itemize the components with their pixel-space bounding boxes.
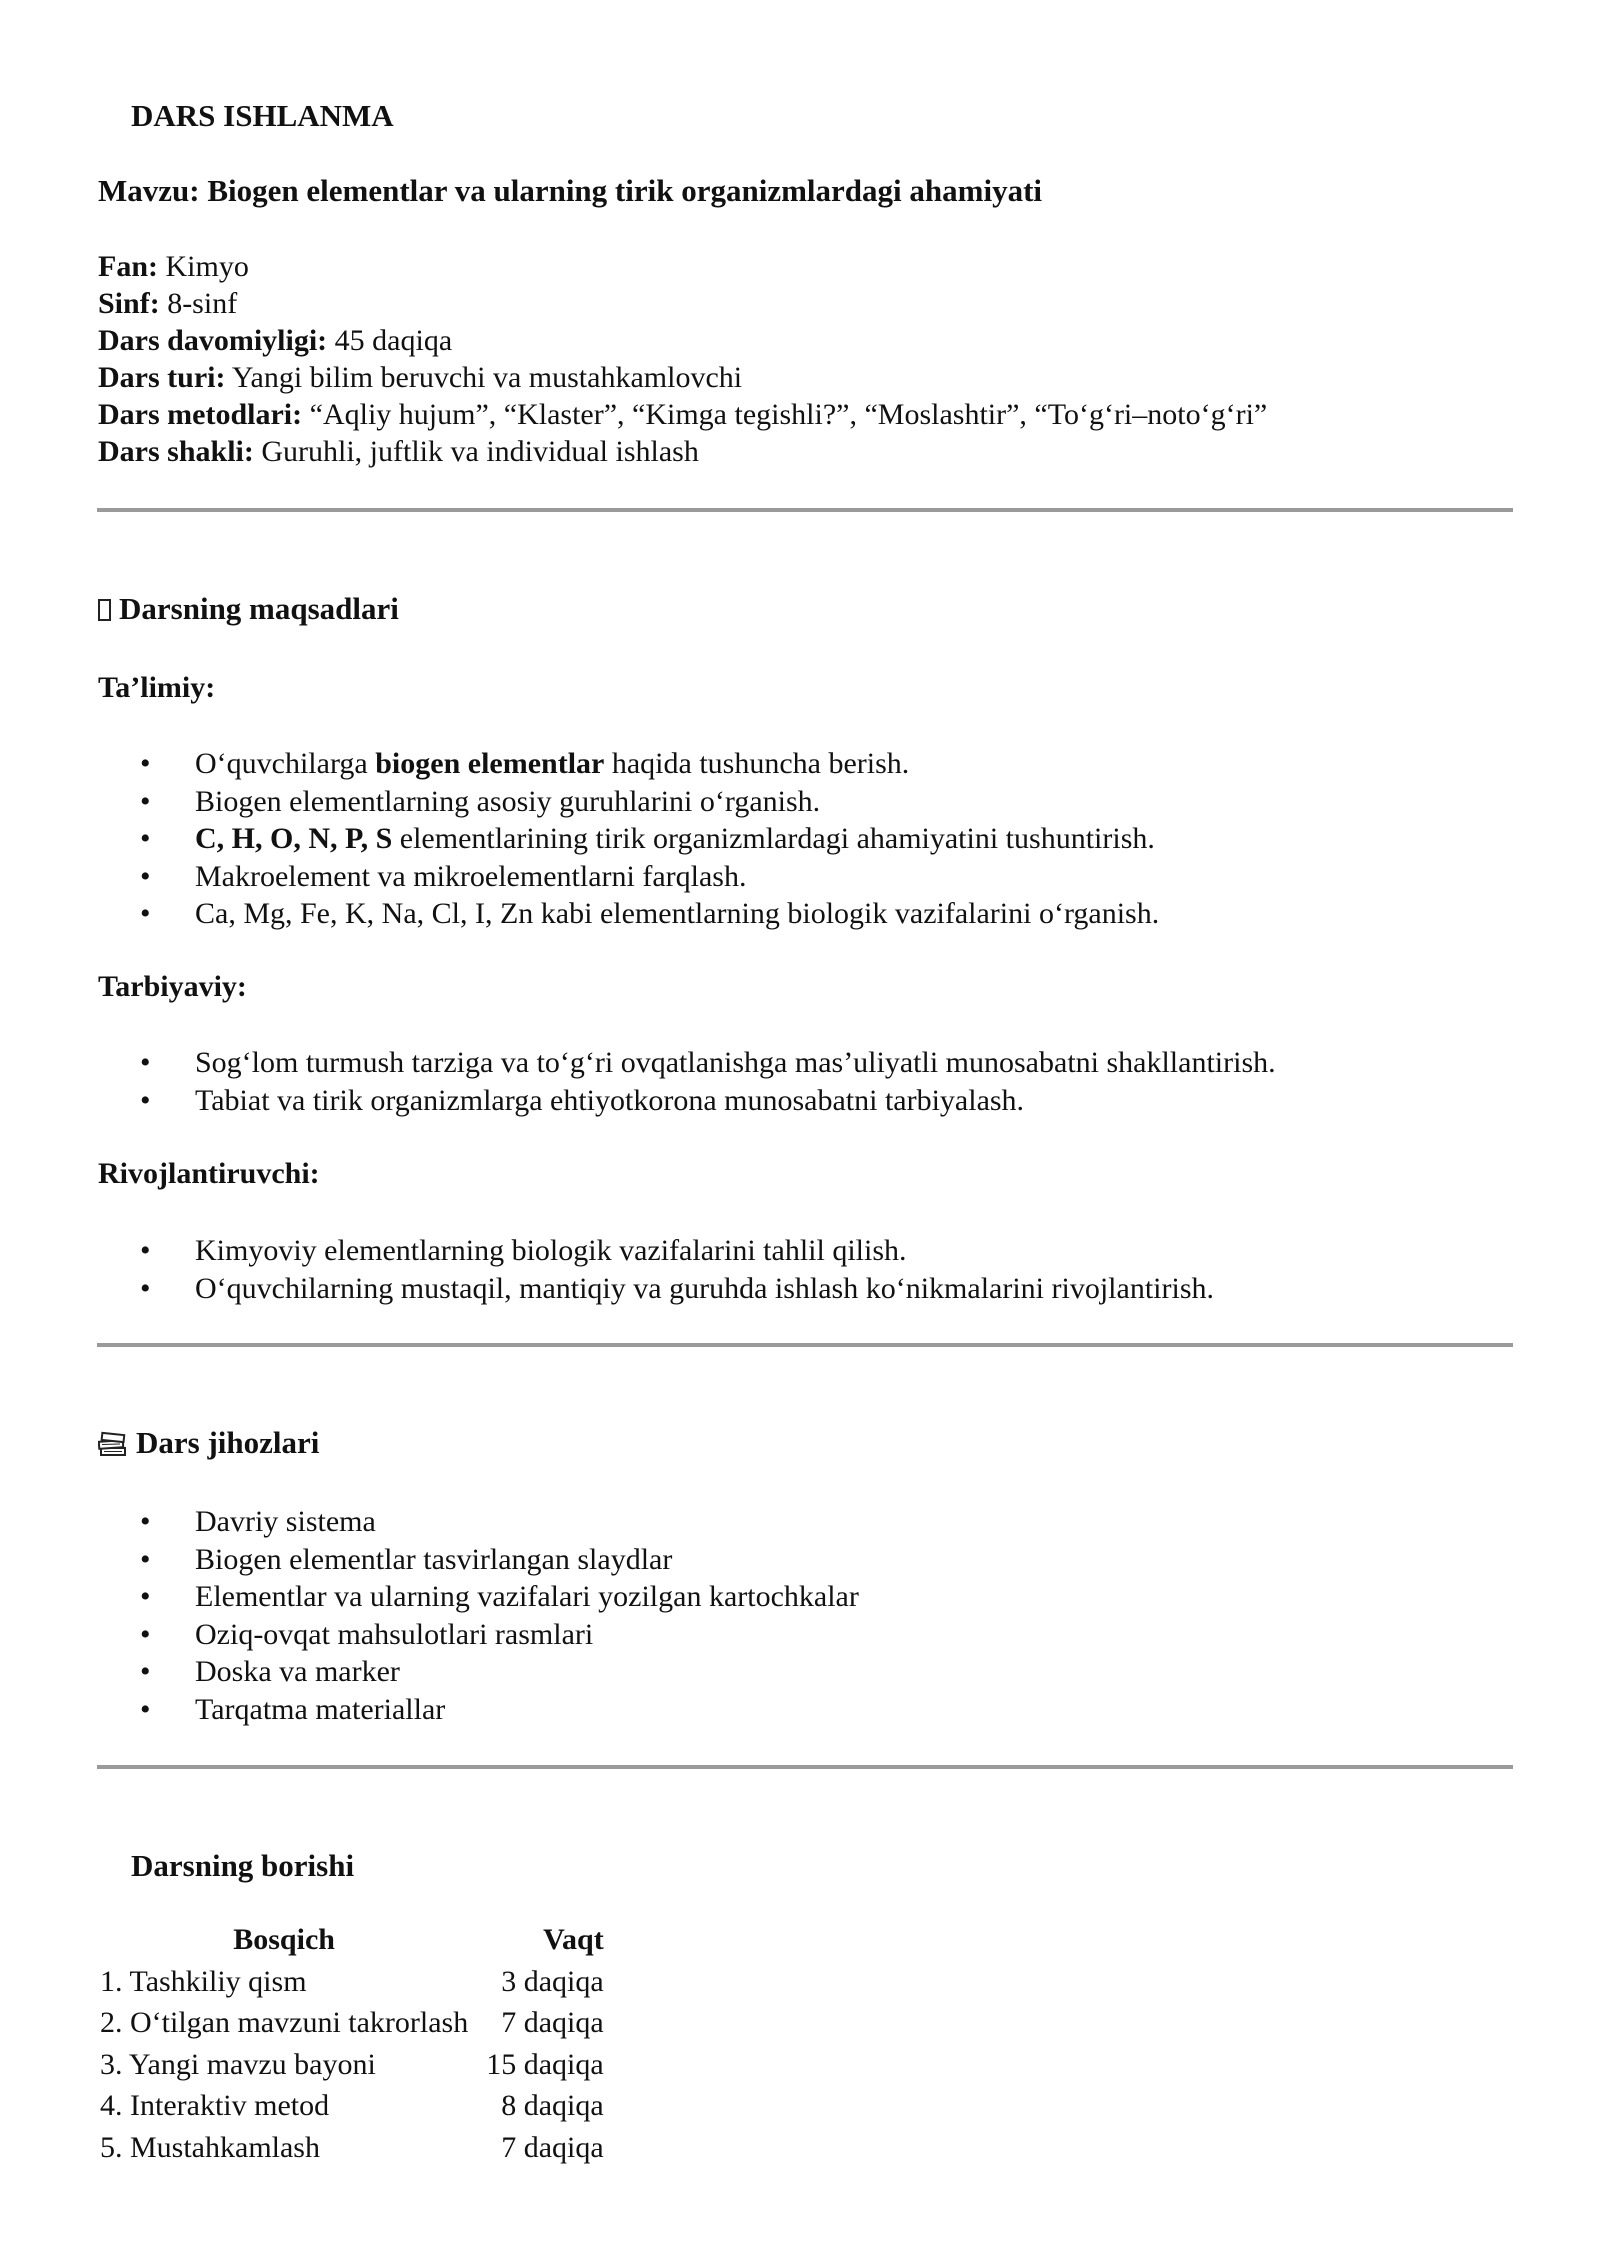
equipment-heading-text: Dars jihozlari bbox=[136, 1425, 320, 1460]
info-label: Sinf: bbox=[98, 287, 160, 320]
list-item: • C, H, O, N, P, S elementlarining tirik organizmlardagi ahamiyatini tushuntirish. bbox=[140, 820, 1159, 858]
list-item: • Davriy sistema bbox=[140, 1503, 859, 1541]
rivojlantiruvchi-list bbox=[140, 1232, 1214, 1307]
table-cell: 3 daqiqa bbox=[501, 1964, 604, 1998]
list-item: • O‘quvchilarning mustaqil, mantiqiy va guruhda ishlash ko‘nikmalarini rivojlantirish. bbox=[140, 1270, 1214, 1308]
equipment-list bbox=[140, 1503, 859, 1728]
info-row-sinf bbox=[98, 285, 1267, 322]
list-item: • Makroelement va mikroelementlarni farqlash. bbox=[140, 858, 1159, 896]
list-item: • Elementlar va ularning vazifalari yozilgan kartochkalar bbox=[140, 1578, 859, 1616]
list-item: • Oziq-ovqat mahsulotlari rasmlari bbox=[140, 1616, 859, 1654]
info-row-type bbox=[98, 359, 1267, 396]
divider bbox=[97, 1343, 1513, 1347]
column-header-vaqt: Vaqt bbox=[543, 1923, 604, 1956]
info-value: Yangi bilim beruvchi va mustahkamlovchi bbox=[225, 361, 743, 394]
info-label: Dars turi: bbox=[98, 361, 226, 394]
list-item: • Ca, Mg, Fe, K, Na, Cl, I, Zn kabi elementlarning biologik vazifalarini o‘rganish. bbox=[140, 895, 1159, 933]
lesson-topic: Mavzu: Biogen elementlar va ularning tirik organizmlardagi ahamiyati bbox=[98, 173, 1043, 208]
column-header-bosqich: Bosqich bbox=[233, 1923, 335, 1956]
info-value: Kimyo bbox=[158, 250, 249, 283]
lesson-info bbox=[98, 248, 1267, 470]
table-cell: 7 daqiqa bbox=[501, 2130, 604, 2164]
table-cell: 4. Interaktiv metod bbox=[100, 2089, 330, 2122]
tarbiyaviy-list bbox=[140, 1044, 1276, 1119]
list-item: • Tarqatma materiallar bbox=[140, 1691, 859, 1729]
table-row bbox=[98, 2127, 606, 2169]
table-row bbox=[98, 2044, 606, 2086]
table-header-row bbox=[98, 1919, 606, 1961]
list-item: • Doska va marker bbox=[140, 1653, 859, 1691]
info-row-form bbox=[98, 433, 1267, 470]
rivojlantiruvchi-label: Rivojlantiruvchi: bbox=[98, 1157, 320, 1190]
table-cell: 8 daqiqa bbox=[501, 2089, 604, 2122]
list-item: • Biogen elementlar tasvirlangan slaydlar bbox=[140, 1541, 859, 1579]
list-item: • Kimyoviy elementlarning biologik vazifalarini tahlil qilish. bbox=[140, 1232, 1214, 1270]
info-label: Dars davomiyligi: bbox=[98, 324, 328, 357]
talimiy-list bbox=[140, 745, 1159, 933]
equipment-heading bbox=[98, 1425, 319, 1461]
table-cell: 3. Yangi mavzu bayoni bbox=[100, 2047, 376, 2081]
divider bbox=[97, 508, 1513, 512]
document-title: DARS ISHLANMA bbox=[131, 98, 394, 133]
table-row bbox=[98, 1961, 606, 2003]
goals-heading-text: Darsning maqsadlari bbox=[119, 591, 399, 626]
info-value: “Aqliy hujum”, “Klaster”, “Kimga tegishli?”, “Moslashtir”, “To‘g‘ri–noto‘g‘ri” bbox=[302, 398, 1268, 431]
tarbiyaviy-label: Tarbiyaviy: bbox=[98, 970, 247, 1003]
table-cell: 7 daqiqa bbox=[501, 2006, 604, 2039]
info-value: 45 daqiqa bbox=[327, 324, 453, 357]
info-row-duration bbox=[98, 322, 1267, 359]
table-row bbox=[98, 2085, 606, 2127]
info-row-fan bbox=[98, 248, 1267, 285]
goals-heading bbox=[98, 591, 399, 627]
list-item: • Tabiat va tirik organizmlarga ehtiyotkorona munosabatni tarbiyalash. bbox=[140, 1082, 1276, 1120]
table-cell: 5. Mustahkamlash bbox=[100, 2130, 320, 2164]
list-item: • O‘quvchilarga biogen elementlar haqida tushuncha berish. bbox=[140, 745, 1159, 783]
talimiy-label: Ta’limiy: bbox=[98, 671, 216, 704]
table-cell: 1. Tashkiliy qism bbox=[100, 1964, 307, 1998]
table-cell: 2. O‘tilgan mavzuni takrorlash bbox=[100, 2006, 469, 2039]
table-row bbox=[98, 2002, 606, 2044]
info-row-methods bbox=[98, 396, 1267, 433]
info-label: Fan: bbox=[98, 250, 158, 283]
plan-table bbox=[98, 1919, 606, 2168]
info-value: Guruhli, juftlik va individual ishlash bbox=[253, 435, 699, 468]
list-item: • Biogen elementlarning asosiy guruhlarini o‘rganish. bbox=[140, 783, 1159, 821]
missing-glyph-icon bbox=[98, 599, 111, 621]
table-cell: 15 daqiqa bbox=[486, 2047, 604, 2081]
info-value: 8-sinf bbox=[159, 287, 238, 320]
info-label: Dars shakli: bbox=[98, 435, 254, 468]
plan-heading: Darsning borishi bbox=[131, 1848, 355, 1883]
books-icon bbox=[98, 1431, 128, 1457]
info-label: Dars metodlari: bbox=[98, 398, 303, 431]
divider bbox=[97, 1765, 1513, 1769]
list-item: • Sog‘lom turmush tarziga va to‘g‘ri ovqatlanishga mas’uliyatli munosabatni shakllantirish. bbox=[140, 1044, 1276, 1082]
